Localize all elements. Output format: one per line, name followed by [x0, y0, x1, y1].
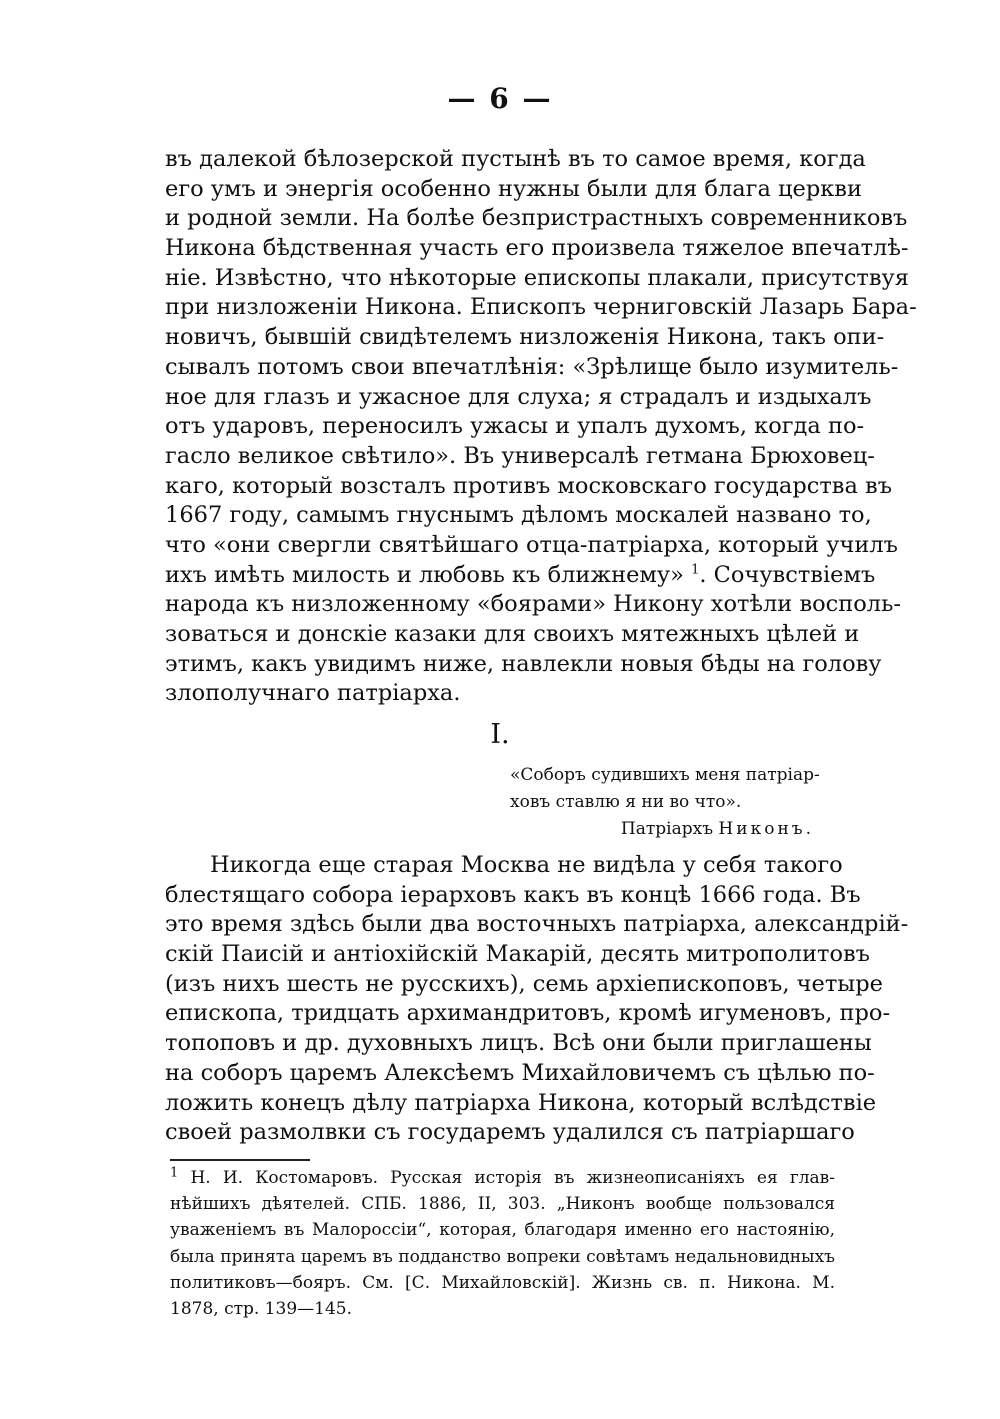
footnote-reference[interactable]: 1 [691, 562, 700, 578]
text-line: отъ ударовъ, переносилъ ужасы и упалъ духомъ, когда по- [165, 413, 865, 440]
text-line: это время здѣсь были два восточныхъ патріарха, александрій- [165, 911, 909, 938]
author-name: Никонъ. [718, 819, 814, 839]
text-line: Никона бѣдственная участь его произвела тяжелое впечатлѣ- [165, 235, 909, 262]
text-line: въ далекой бѣлозерской пустынѣ въ то самое время, когда [165, 146, 866, 172]
text-line: своей размолвки съ государемъ удалился съ патріаршаго [165, 1119, 855, 1146]
epigraph-author [510, 816, 840, 843]
footnote-line: 1878, стр. 139—145. [170, 1298, 352, 1319]
text-line: 1667 году, самымъ гнуснымъ дѣломъ москалей названо то, [165, 502, 872, 529]
text-line: каго, который возсталъ противъ московскаго государства въ [165, 472, 893, 499]
paragraph-1 [165, 145, 917, 709]
text-line: его умъ и энергія особенно нужны были для блага церкви [165, 175, 862, 202]
text-line: на соборъ царемъ Алексѣемъ Михайловичемъ съ цѣлью по- [165, 1059, 875, 1086]
text-line: сывалъ потомъ свои впечатлѣнія: «Зрѣлище было изумитель- [165, 353, 899, 380]
section-heading: I. [490, 719, 510, 750]
footnote-line [170, 1165, 835, 1191]
text-line-with-footnote [165, 561, 876, 591]
text-line: скій Паисій и антіохійскій Макарій, десять митрополитовъ [165, 941, 870, 968]
epigraph [510, 762, 840, 843]
text-segment: . Сочувствіемъ [699, 561, 876, 588]
text-line: (изъ нихъ шесть не русскихъ), семь архіепископовъ, четыре [165, 970, 883, 997]
text-line: ное для глазъ и ужасное для слуха; я страдалъ и издыхалъ [165, 383, 872, 410]
text-segment: ихъ имѣть милость и любовь къ ближнему» [165, 561, 684, 588]
text-line: что «они свергли святѣйшаго отца-патріарха, который училъ [165, 531, 898, 558]
paragraph-2 [165, 851, 909, 1148]
footnote-text: Н. И. Костомаровъ. Русская исторія въ жизнеописаніяхъ ея глав- [190, 1168, 835, 1188]
footnote-divider [170, 1159, 310, 1161]
text-line: гасло великое свѣтило». Въ универсалѣ гетмана Брюховец- [165, 442, 875, 469]
text-line: зоваться и донскіе казаки для своихъ мятежныхъ цѣлей и [165, 621, 860, 647]
epigraph-line: «Соборъ судившихъ меня патріар- [510, 765, 820, 785]
footnote [170, 1165, 835, 1322]
text-line: и родной земли. На болѣе безпристрастныхъ современниковъ [165, 205, 908, 232]
text-line: блестящаго собора іерарховъ какъ въ концѣ 1666 года. Въ [165, 881, 861, 908]
footnote-line: уваженіемъ въ Малороссіи“, которая, благодаря именно его настоянію, [170, 1220, 835, 1241]
text-line: злополучнаго патріарха. [165, 680, 461, 707]
footnote-marker: 1 [170, 1165, 179, 1181]
text-line: епископа, тридцать архимандритовъ, кромѣ игуменовъ, про- [165, 1000, 891, 1027]
text-line: Никогда еще старая Москва не видѣла у себя такого [210, 852, 843, 878]
text-line: новичъ, бывшій свидѣтелемъ низложенія Никона, такъ опи- [165, 324, 885, 351]
text-line: народа къ низложенному «боярами» Никону хотѣли восполь- [165, 591, 901, 618]
text-line: при низложеніи Никона. Епископъ черниговскій Лазарь Бара- [165, 294, 917, 321]
text-line: ложить конецъ дѣлу патріарха Никона, который вслѣдствіе [165, 1089, 877, 1116]
text-line: топоповъ и др. духовныхъ лицъ. Всѣ они были приглашены [165, 1030, 872, 1057]
text-line: ніе. Извѣстно, что нѣкоторые епископы плакали, присутствуя [165, 264, 909, 291]
footnote-line: нѣйшихъ дѣятелей. СПБ. 1886, II, 303. „Никонъ вообще пользовался [170, 1194, 835, 1215]
text-line: этимъ, какъ увидимъ ниже, навлекли новыя бѣды на голову [165, 650, 882, 677]
epigraph-line: ховъ ставлю я ни во что». [510, 792, 742, 812]
footnote-line: политиковъ—бояръ. См. [С. Михайловскій]. Жизнь св. п. Никона. М. [170, 1272, 835, 1293]
page-number: — 6 — [447, 82, 553, 115]
author-title: Патріархъ [620, 819, 714, 839]
footnote-line: была принята царемъ въ подданство вопреки совѣтамъ недальновидныхъ [170, 1246, 835, 1267]
